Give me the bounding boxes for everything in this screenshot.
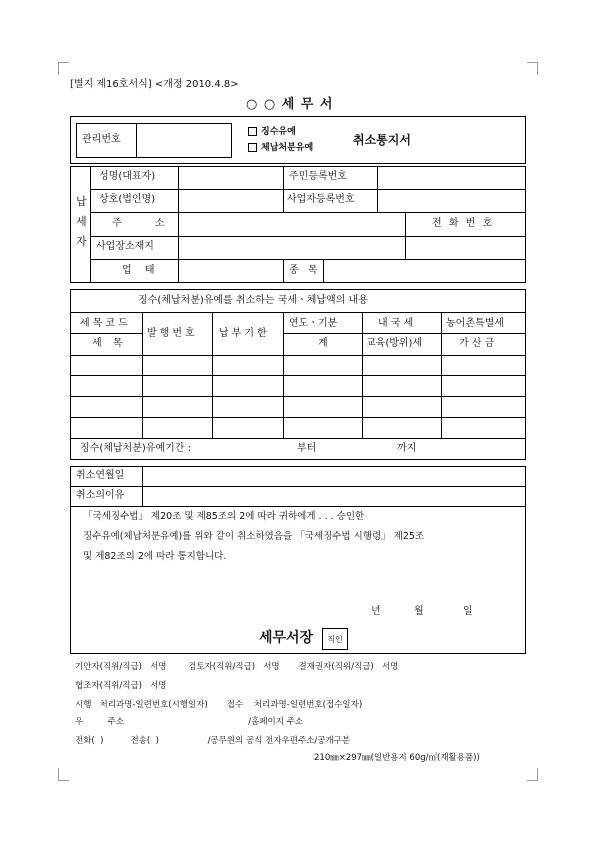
period-from: 부터 (297, 443, 317, 454)
col-year-basis: 연도ㆍ기분 (289, 318, 338, 329)
business-item-field[interactable] (325, 261, 524, 281)
company-field[interactable] (180, 191, 281, 211)
business-item-label: 종 목 (289, 265, 318, 276)
col-edu-tax: 교육(방위)세 (366, 338, 423, 349)
notice-title: 취소통지서 (353, 133, 411, 147)
cancel-date-label: 취소연월일 (76, 470, 125, 481)
crop-mark-top-right (527, 62, 538, 75)
tax-row-2[interactable] (71, 376, 525, 395)
business-no-field[interactable] (379, 191, 524, 211)
col-total: 계 (318, 338, 328, 349)
period-label: 징수(체납처분)유예기간 : (80, 443, 191, 454)
date-day: 일 (463, 606, 473, 617)
cancel-reason-field[interactable] (144, 488, 524, 505)
col-domestic: 내 국 세 (378, 318, 414, 329)
cancel-date-field[interactable] (144, 468, 524, 485)
col-due-date: 납부기한 (219, 328, 270, 339)
col-surcharge: 가 산 금 (459, 338, 495, 349)
footer-line-3: 시행 처리과명-일련번호(시행일자) 접수 처리과명-일련번호(접수일자) (75, 700, 363, 710)
official-seal (322, 628, 348, 650)
footer-line-2: 협조자(직위/직급) 서명 (75, 681, 167, 691)
management-number-value[interactable] (138, 125, 230, 156)
resident-no-label: 주민등록번호 (289, 171, 347, 182)
business-place-field[interactable] (180, 238, 403, 258)
name-label: 성명(대표자) (99, 171, 156, 182)
body-line-3: 및 제82조의 2에 따라 통지합니다. (83, 551, 227, 562)
date-month: 월 (414, 606, 424, 617)
crop-mark-top-left (58, 62, 69, 75)
chief-title: 세무서장 (259, 630, 314, 646)
business-type-field[interactable] (180, 261, 281, 281)
business-place-label: 사업장소재지 (96, 241, 154, 252)
office-title: ○ ○ 세 무 서 (246, 97, 334, 112)
tax-row-4[interactable] (71, 418, 525, 437)
option-deferral[interactable]: 징수유예 (248, 127, 296, 137)
tax-section-heading: 징수(체납처분)유예를 취소하는 국세ㆍ체납액의 내용 (138, 295, 368, 306)
address-field[interactable] (180, 214, 403, 234)
crop-mark-bottom-right (527, 768, 538, 781)
checkbox-icon[interactable] (248, 127, 257, 136)
checkbox-icon[interactable] (248, 143, 257, 152)
col-tax-item: 세 목 (92, 338, 123, 349)
management-number-label: 관리번호 (82, 134, 121, 145)
business-no-label: 사업자등록번호 (287, 194, 355, 205)
taxpayer-label (76, 192, 86, 252)
body-line-1: 「국세징수법」 제20조 및 제85조의 2에 따라 귀하에게 . . . 승인한 (83, 511, 365, 522)
phone-field[interactable] (407, 238, 524, 258)
business-type-label: 업 태 (122, 265, 155, 276)
tax-row-1[interactable] (71, 356, 525, 375)
resident-no-field[interactable] (379, 168, 524, 188)
col-issue-no: 발행번호 (147, 328, 198, 339)
phone-label: 전 화 번 호 (432, 218, 495, 229)
address-label: 주 소 (112, 218, 165, 229)
date-year: 년 (371, 606, 381, 617)
taxpayer-label-text: 납세자 (76, 195, 87, 248)
crop-mark-bottom-left (58, 768, 69, 781)
seal-label: 직인 (327, 634, 343, 644)
company-label: 상호(법인명) (99, 194, 156, 205)
paper-spec: 210㎜×297㎜(일반용지 60g/㎡(재활용품)) (314, 753, 480, 763)
name-field[interactable] (180, 168, 281, 188)
tax-row-3[interactable] (71, 397, 525, 416)
footer-line-1: 기안자(직위/직급) 서명 검토자(직위/직급) 서명 결재권자(직위/직급) 서명 (75, 662, 399, 672)
option-delinquency[interactable]: 체납처분유예 (248, 143, 313, 153)
footer-line-4: 우 주소 /홈페이지 주소 (75, 717, 304, 727)
body-line-2: 징수유예(체납처분유예)를 위와 같이 취소하였음을 「국세징수법 시행령」 제25조 (83, 531, 425, 542)
footer-line-5: 전화( ) 전송( ) /공무원의 공식 전자우편주소/공개구분 (75, 736, 351, 746)
cancel-reason-label: 취소의이유 (76, 490, 125, 501)
period-to: 까지 (397, 443, 417, 454)
col-rural-tax: 농어촌특별세 (446, 318, 504, 329)
form-header: [별지 제16호서식] <개정 2010.4.8> (70, 79, 239, 90)
col-tax-code: 세목코드 (80, 318, 131, 329)
